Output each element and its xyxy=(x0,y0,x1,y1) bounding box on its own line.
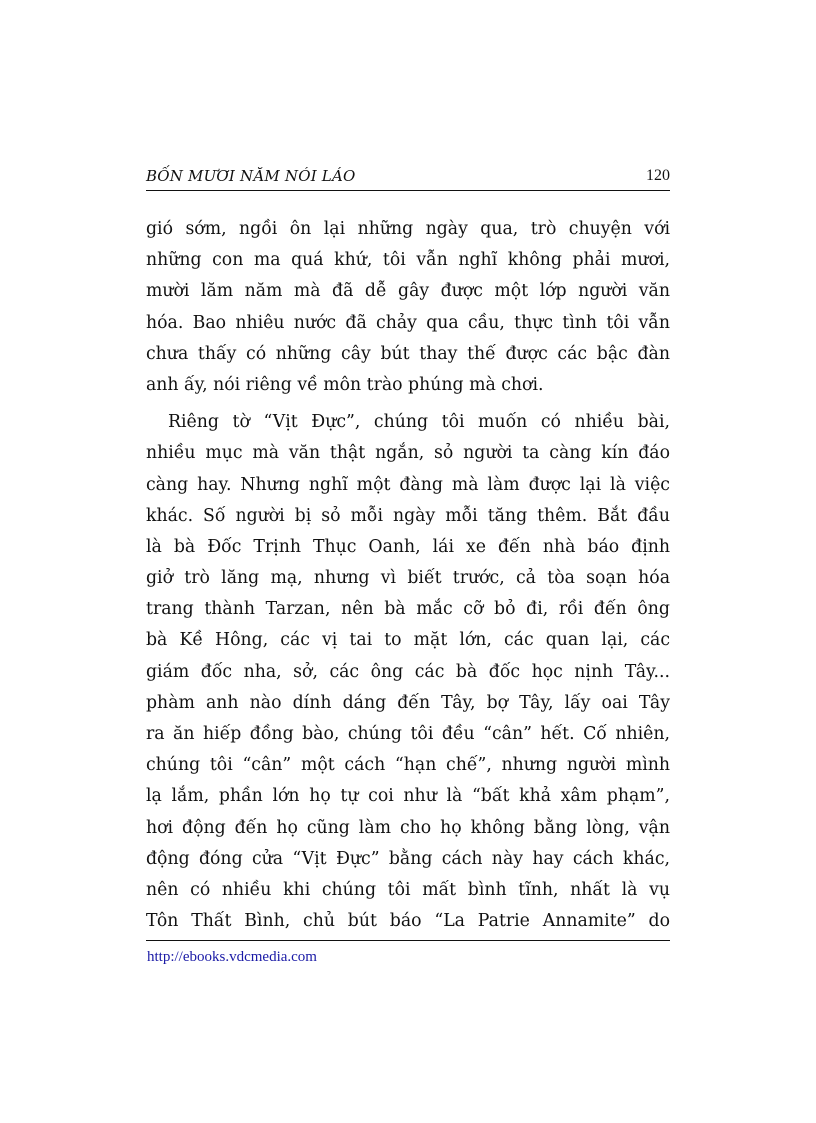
text-line: là bà Đốc Trịnh Thục Oanh, lái xe đến nhà báo định xyxy=(146,536,670,557)
text-line: hóa. Bao nhiêu nước đã chảy qua cầu, thực tình tôi vẫn xyxy=(146,312,670,333)
text-line: khác. Số người bị sỏ mỗi ngày mỗi tăng thêm. Bắt đầu xyxy=(146,505,670,526)
paragraph-1 xyxy=(146,214,670,401)
text-line: giám đốc nha, sở, các ông các bà đốc học nịnh Tây... xyxy=(146,661,670,682)
text-line: động đóng cửa “Vịt Đực” bằng cách này hay cách khác, xyxy=(146,848,670,869)
text-line: càng hay. Nhưng nghĩ một đàng mà làm được lại là việc xyxy=(146,474,670,495)
text-line: Tôn Thất Bình, chủ bút báo “La Patrie Annamite” do xyxy=(146,911,670,932)
footer-link[interactable]: http://ebooks.vdcmedia.com xyxy=(147,949,317,965)
text-line: mười lăm năm mà đã dễ gây được một lớp người văn xyxy=(146,281,670,302)
text-line: phàm anh nào dính dáng đến Tây, bợ Tây, lấy oai Tây xyxy=(146,692,670,713)
body-text xyxy=(146,214,670,937)
page-number: 120 xyxy=(646,167,670,184)
text-line: nên có nhiều khi chúng tôi mất bình tĩnh, nhất là vụ xyxy=(146,879,670,900)
text-line: nhiều mục mà văn thật ngắn, sỏ người ta càng kín đáo xyxy=(146,443,670,464)
text-line: chúng tôi “cân” một cách “hạn chế”, nhưng người mình xyxy=(146,755,670,776)
text-line: Riêng tờ “Vịt Đực”, chúng tôi muốn có nhiều bài, xyxy=(168,412,670,433)
text-line: những con ma quá khứ, tôi vẫn nghĩ không phải mươi, xyxy=(146,250,670,271)
book-title: BỐN MƯƠI NĂM NÓI LÁO xyxy=(146,167,356,185)
text-line: bà Kề Hông, các vị tai to mặt lớn, các quan lại, các xyxy=(146,630,670,651)
text-line: giở trò lăng mạ, nhưng vì biết trước, cả tòa soạn hóa xyxy=(146,568,670,589)
text-line: anh ấy, nói riêng về môn trào phúng mà chơi. xyxy=(146,374,544,395)
text-line: gió sớm, ngồi ôn lại những ngày qua, trò chuyện với xyxy=(146,219,670,239)
text-line: ra ăn hiếp đồng bào, chúng tôi đều “cân” hết. Cố nhiên, xyxy=(146,724,670,744)
text-line: trang thành Tarzan, nên bà mắc cỡ bỏ đi, rồi đến ông xyxy=(146,599,670,620)
paragraph-2 xyxy=(146,407,670,937)
text-line: hơi động đến họ cũng làm cho họ không bằng lòng, vận xyxy=(146,817,670,838)
footer-rule xyxy=(146,940,670,941)
text-line: lạ lắm, phần lớn họ tự coi như là “bất khả xâm phạm”, xyxy=(146,786,670,807)
running-header xyxy=(146,166,670,191)
text-line: chưa thấy có những cây bút thay thế được các bậc đàn xyxy=(146,343,670,364)
